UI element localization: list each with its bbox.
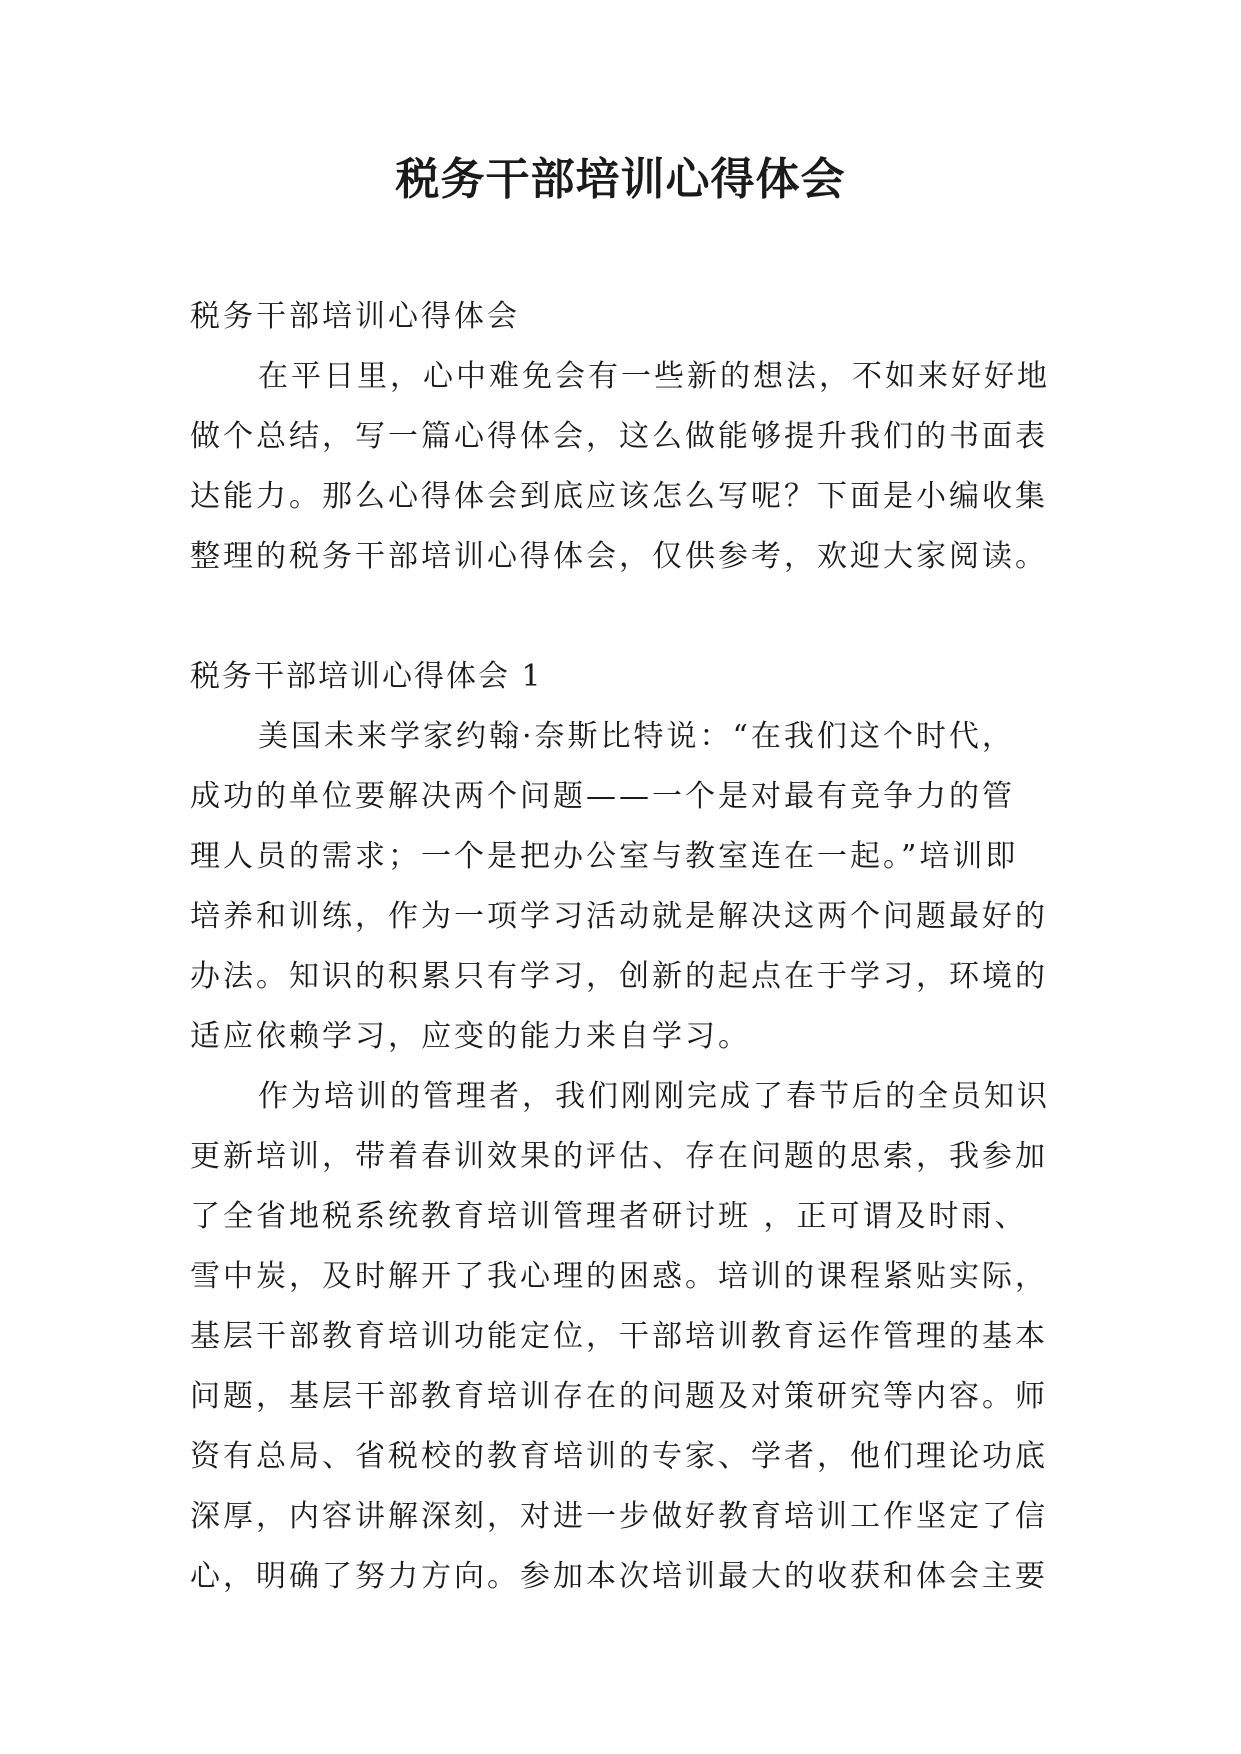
para1-line: 成功的单位要解决两个问题——一个是对最有竞争力的管 bbox=[190, 779, 1015, 814]
intro-line: 达能力。那么心得体会到底应该怎么写呢？下面是小编收集 bbox=[190, 479, 1048, 514]
para1-line: 办法。知识的积累只有学习，创新的起点在于学习，环境的 bbox=[190, 959, 1048, 994]
document-body bbox=[190, 287, 1060, 1607]
intro-line: 整理的税务干部培训心得体会，仅供参考，欢迎大家阅读。 bbox=[190, 539, 1048, 574]
para1-line: 适应依赖学习，应变的能力来自学习。 bbox=[190, 1019, 751, 1054]
para2-line: 更新培训，带着春训效果的评估、存在问题的思索，我参加 bbox=[190, 1139, 1048, 1174]
document-subtitle: 税务干部培训心得体会 bbox=[190, 299, 520, 334]
para1-line: 美国未来学家约翰·奈斯比特说：“在我们这个时代， bbox=[258, 719, 1015, 754]
para2-line: 作为培训的管理者，我们刚刚完成了春节后的全员知识 bbox=[258, 1079, 1050, 1114]
para2-line: 了全省地税系统教育培训管理者研讨班 ，正可谓及时雨、 bbox=[190, 1199, 1028, 1234]
section-heading: 税务干部培训心得体会 1 bbox=[190, 659, 543, 694]
para2-line: 基层干部教育培训功能定位，干部培训教育运作管理的基本 bbox=[190, 1319, 1048, 1354]
intro-line: 做个总结，写一篇心得体会，这么做能够提升我们的书面表 bbox=[190, 419, 1048, 454]
document-title: 税务干部培训心得体会 bbox=[395, 154, 846, 205]
para2-line: 资有总局、省税校的教育培训的专家、学者，他们理论功底 bbox=[190, 1439, 1048, 1474]
intro-line: 在平日里，心中难免会有一些新的想法，不如来好好地 bbox=[258, 359, 1050, 394]
paragraph-gap bbox=[190, 587, 1060, 647]
para2-line: 问题，基层干部教育培训存在的问题及对策研究等内容。师 bbox=[190, 1379, 1048, 1414]
para2-line: 深厚，内容讲解深刻，对进一步做好教育培训工作坚定了信 bbox=[190, 1499, 1048, 1534]
para1-line: 培养和训练，作为一项学习活动就是解决这两个问题最好的 bbox=[190, 899, 1048, 934]
para2-line: 雪中炭，及时解开了我心理的困惑。培训的课程紧贴实际， bbox=[190, 1259, 1048, 1294]
para2-line: 心，明确了努力方向。参加本次培训最大的收获和体会主要 bbox=[190, 1559, 1048, 1594]
para1-line: 理人员的需求；一个是把办公室与教室连在一起。”培训即 bbox=[190, 839, 1019, 874]
